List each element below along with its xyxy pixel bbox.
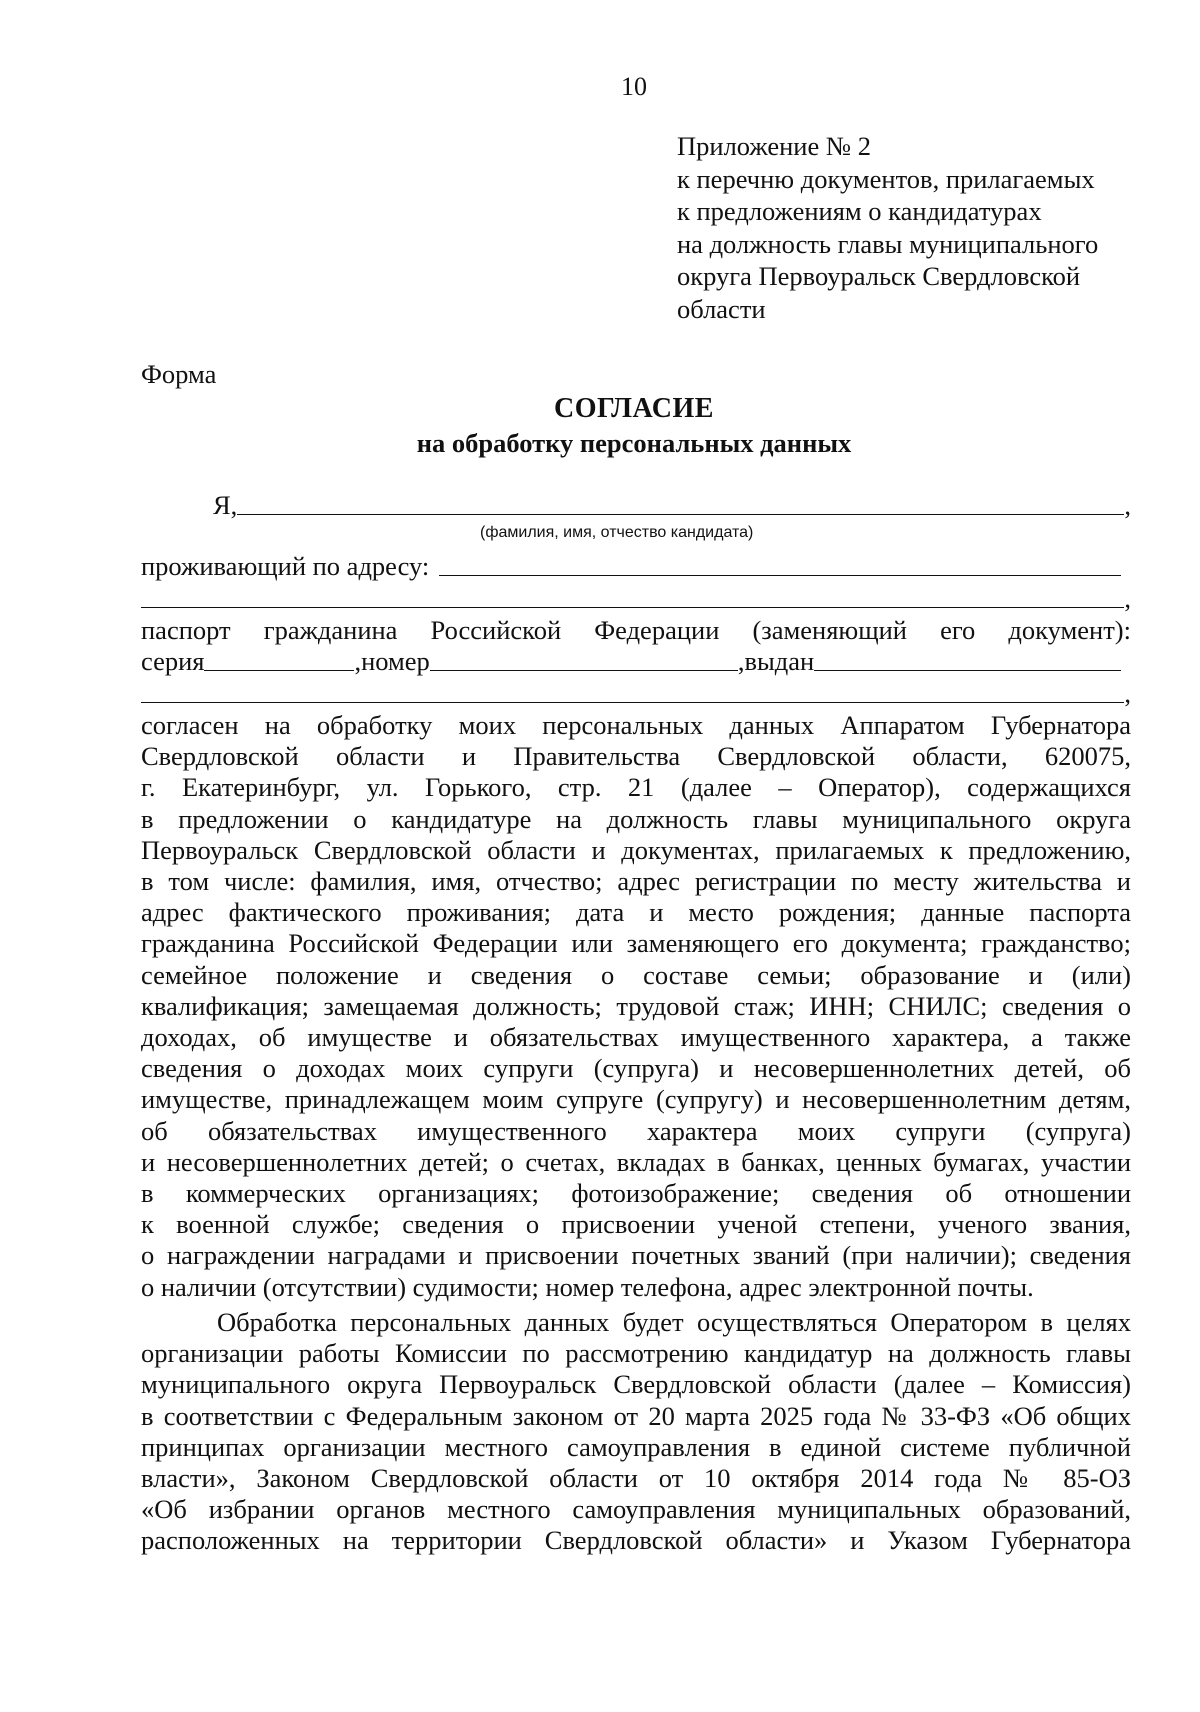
series-fill-line[interactable] [204, 670, 354, 671]
number-fill-line[interactable] [430, 670, 738, 671]
text-line: и несовершеннолетних детей; о счетах, вкладах в банках, ценных бумагах, участии [141, 1146, 1131, 1177]
appendix-line: области [677, 293, 766, 324]
name-field-row [213, 490, 1131, 521]
text-line: сведения о доходах моих супруги (супруга) и несовершеннолетних детей, об [141, 1053, 1131, 1084]
i-end: , [1124, 490, 1131, 520]
name-fill-line[interactable] [237, 514, 1124, 515]
issued-label: ,выдан [737, 646, 815, 676]
form-label: Форма [141, 359, 217, 389]
text-line: в соответствии с Федеральным законом от 20 марта 2025 года № 33-ФЗ «Об общих [141, 1400, 1131, 1431]
title-sub: на обработку персональных данных [416, 428, 852, 458]
text-line: муниципального округа Первоуральск Свердловской области (далее – Комиссия) [141, 1369, 1131, 1400]
text-line: о наличии (отсутствии) судимости; номер телефона, адрес электронной почты. [141, 1271, 1034, 1302]
text-line: семейное положение и сведения о составе семьи; образование и (или) [141, 959, 1131, 990]
appendix-line: на должность главы муниципального [677, 228, 1099, 259]
appendix-line: Приложение № 2 [677, 131, 872, 161]
text-line: адрес фактического проживания; дата и место рождения; данные паспорта [141, 897, 1131, 928]
i-label: Я, [213, 490, 238, 520]
address-label: проживающий по адресу: [141, 551, 430, 581]
document-title [34, 392, 1200, 460]
issued-end: , [1124, 678, 1131, 708]
issued-second-row [141, 678, 1131, 709]
issued-fill-line-2[interactable] [141, 702, 1124, 703]
appendix-line: к предложениям о кандидатурах [677, 196, 1042, 226]
issued-fill-line[interactable] [814, 670, 1121, 671]
address-field-row [141, 551, 1131, 582]
text-line: принципах организации местного самоуправления в единой системе публичной [141, 1431, 1131, 1462]
passport-line: паспорт гражданина Российской Федерации (заменяющий его документ): [141, 615, 1131, 645]
passport-fields-row [141, 646, 1131, 677]
consent-paragraph [141, 710, 1131, 1303]
text-line: имуществе, принадлежащем моим супруге (супругу) и несовершеннолетним детям, [141, 1084, 1131, 1115]
name-caption: (фамилия, имя, отчество кандидата) [480, 524, 754, 541]
appendix-line: к перечню документов, прилагаемых [677, 163, 1095, 194]
appendix-line: округа Первоуральск Свердловской [677, 261, 1081, 291]
text-line: Свердловской области и Правительства Свердловской области, 620075, [141, 741, 1131, 772]
text-line: квалификация; замещаемая должность; трудовой стаж; ИНН; СНИЛС; сведения о [141, 990, 1131, 1021]
page-number: 10 [621, 72, 647, 101]
text-line: к военной службе; сведения о присвоении ученой степени, ученого звания, [141, 1209, 1131, 1240]
title-main: СОГЛАСИЕ [554, 393, 714, 424]
text-line: расположенных на территории Свердловской области» и Указом Губернатора [141, 1525, 1131, 1556]
address-fill-line-2[interactable] [141, 607, 1124, 608]
text-line: «Об избрании органов местного самоуправления муниципальных образований, [141, 1494, 1131, 1525]
text-line: власти», Законом Свердловской области от 10 октября 2014 года № 85-ОЗ [141, 1463, 1131, 1494]
series-label: серия [141, 646, 205, 676]
text-line: о награждении наградами и присвоении почетных званий (при наличии); сведения [141, 1240, 1131, 1271]
text-line: г. Екатеринбург, ул. Горького, стр. 21 (далее – Оператор), содержащихся [141, 772, 1131, 803]
text-line: доходах, об имуществе и обязательствах имущественного характера, а также [141, 1022, 1131, 1053]
text-line: Первоуральск Свердловской области и документах, прилагаемых к предложению, [141, 834, 1131, 865]
appendix-header [677, 130, 1157, 325]
text-line: в предложении о кандидатуре на должность главы муниципального округа [141, 803, 1131, 834]
text-line: в том числе: фамилия, имя, отчество; адрес регистрации по месту жительства и [141, 866, 1131, 897]
number-label: ,номер [354, 646, 430, 676]
text-line: организации работы Комиссии по рассмотрению кандидатур на должность главы [141, 1338, 1131, 1369]
text-line: Обработка персональных данных будет осуществляться Оператором в целях [217, 1307, 1131, 1337]
text-line: об обязательствах имущественного характера моих супруги (супруга) [141, 1115, 1131, 1146]
text-line: в коммерческих организациях; фотоизображение; сведения об отношении [141, 1178, 1131, 1209]
address-second-row [141, 583, 1131, 614]
processing-paragraph [141, 1307, 1131, 1557]
text-line: гражданина Российской Федерации или заменяющего его документа; гражданство; [141, 928, 1131, 959]
address-end: , [1124, 583, 1131, 613]
text-line: согласен на обработку моих персональных данных Аппаратом Губернатора [141, 710, 1131, 740]
address-fill-line[interactable] [439, 575, 1121, 576]
